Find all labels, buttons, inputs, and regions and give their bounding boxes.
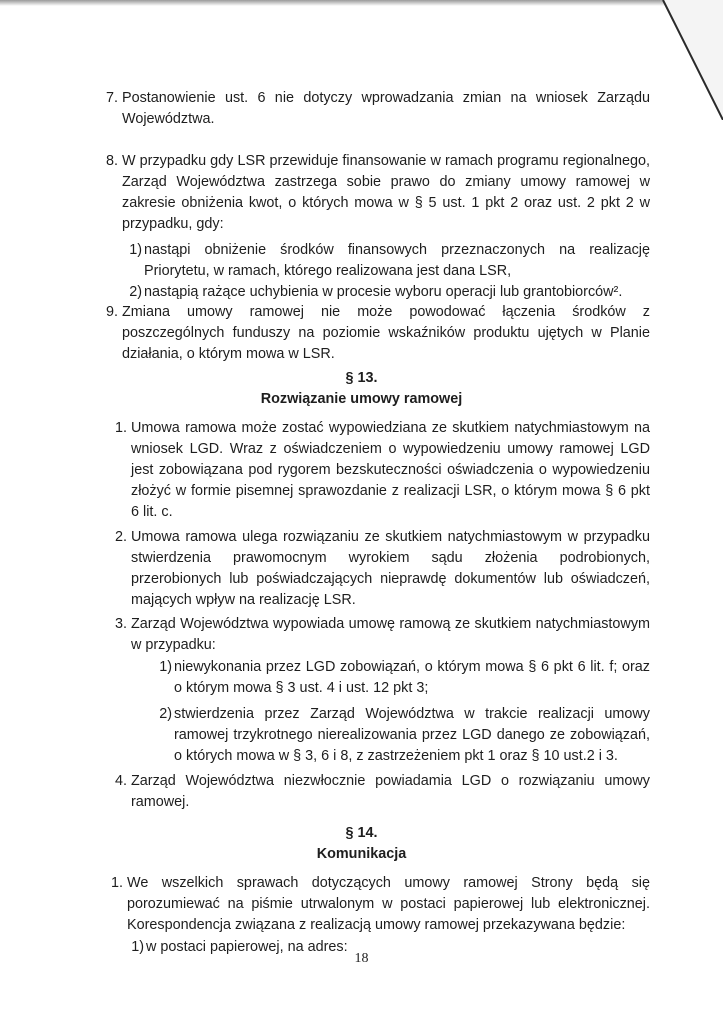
list-item [105,88,650,130]
sub-list-number: 1) [159,659,172,675]
list-item [105,302,650,365]
sub-list-item [129,282,650,303]
section-title: Rozwiązanie umowy ramowej [260,391,463,407]
sub-list-item-text: niewykonania przez LGD zobowiązań, o którym mowa § 6 pkt 6 lit. f; oraz o którym mowa § 3 ust. 4 i ust. 12 pkt 3; [174,659,650,696]
list-number: 1. [114,420,127,436]
list-number: 1. [110,875,123,891]
sub-list-item-text: w postaci papierowej, na adres: [146,939,348,955]
section-title: Komunikacja [316,846,407,862]
sub-list-item-text: nastąpi obniżenie środków finansowych przeznaczonych na realizację Priorytetu, w ramach, którego realizowana jest dana LSR, [144,242,650,279]
sub-list-item [159,704,650,767]
sub-list-item [129,240,650,282]
list-item-text: W przypadku gdy LSR przewiduje finansowanie w ramach programu regionalnego, Zarząd Województwa zastrzega sobie prawo do zmiany umowy ramowej w zakresie obniżenia kwot, o których mowa w § 5 ust. 1 pkt 2 oraz ust. 2 pkt 2 w przypadku, gdy: [122,153,650,232]
list-number: 2. [114,529,127,545]
list-number: 8. [105,153,118,169]
list-item-text: We wszelkich sprawach dotyczących umowy ramowej Strony będą się porozumiewać na piśmie utrwalonym w postaci papierowej lub elektronicznej. Korespondencja związana z realizacją umowy ramowej przekazywana będzie: [127,875,650,933]
section-number: § 14. [345,825,378,841]
list-item-text: Umowa ramowa ulega rozwiązaniu ze skutkiem natychmiastowym w przypadku stwierdzenia prawomocnym wyrokiem sądu złożenia podrobionych, przerobionych lub poświadczających nieprawdę dokumentów lub oświadczeń, mających wpływ na realizację LSR. [131,529,650,608]
list-number: 7. [105,90,118,106]
list-item [114,614,650,656]
list-number: 3. [114,616,127,632]
list-number: 4. [114,773,127,789]
list-item-text: Umowa ramowa może zostać wypowiedziana ze skutkiem natychmiastowym na wniosek LGD. Wraz z oświadczeniem o wypowiedzeniu umowy ramowej LGD jest zobowiązana pod rygorem bezskuteczności oświadczenia o wypowiedzeniu złożyć w formie pisemnej sprawozdanie z realizacji LSR, o którym mowa § 6 pkt 6 lit. c. [131,420,650,520]
list-number: 9. [105,304,118,320]
list-item-text: Zarząd Województwa wypowiada umowę ramową ze skutkiem natychmiastowym w przypadku: [131,616,650,653]
list-item-text: Zarząd Województwa niezwłocznie powiadamia LGD o rozwiązaniu umowy ramowej. [131,773,650,810]
sub-list-number: 2) [159,706,172,722]
sub-list-item-text: nastąpią rażące uchybienia w procesie wyboru operacji lub grantobiorców². [144,284,623,300]
sub-list-number: 1) [129,242,142,258]
list-item [114,771,650,813]
list-item [110,873,650,936]
list-item [105,151,650,235]
list-item [114,527,650,611]
sub-list-number: 2) [129,284,142,300]
sub-list-item-text: stwierdzenia przez Zarząd Województwa w trakcie realizacji umowy ramowej trzykrotnego nierealizowania przez LGD danego ze zobowiązań, o których mowa w § 3, 6 i 8, z zastrzeżeniem pkt 1 oraz § 10 ust.2 i 3. [174,706,650,764]
page-number: 18 [354,951,369,966]
sub-list-number: 1) [131,939,144,955]
sub-list-item [159,657,650,699]
list-item-text: Zmiana umowy ramowej nie może powodować łączenia środków z poszczególnych funduszy na poziomie wskaźników produktu ujętych w Planie działania, o którym mowa w LSR. [122,304,650,362]
list-item-text: Postanowienie ust. 6 nie dotyczy wprowadzania zmian na wniosek Zarządu Województwa. [122,90,650,127]
section-number: § 13. [345,370,378,386]
list-item [114,418,650,523]
